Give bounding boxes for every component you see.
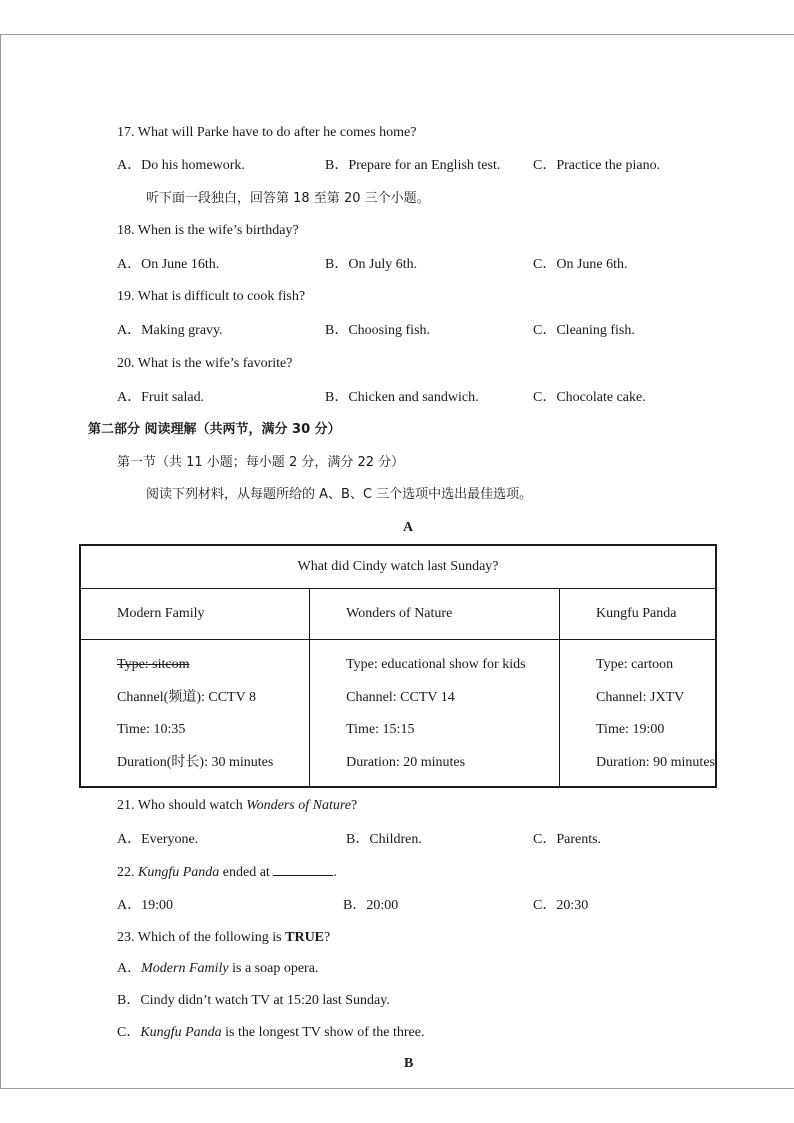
show-name-wonders-of-nature: Wonders of Nature [310,589,560,640]
option-text: is the longest TV show of the three. [221,1025,425,1040]
show-type: Type: educational show for kids [346,657,526,672]
question-19 [117,288,305,306]
tv-schedule-table [79,544,717,788]
show-name-kungfu-panda: Kungfu Panda [560,589,717,640]
q20-option-a: A．Fruit salad. [117,390,205,405]
q18-option-a: A．On June 16th. [117,257,220,272]
option-text-italic: Modern Family [141,961,229,976]
section1-heading: 第一节（共 11 小题；每小题 2 分，满分 22 分） [117,455,405,470]
passage-a-label: A [403,520,414,535]
question-17 [117,124,416,142]
option-letter: C． [117,1025,141,1040]
q22-option-b: B．20:00 [343,898,399,913]
show-duration: Duration(时长): 30 minutes [117,754,274,770]
q21-option-c: C．Parents. [533,832,602,847]
q18-option-b: B．On July 6th. [325,257,418,272]
question-text: Who should watch [137,798,247,813]
q19-option-a: A．Making gravy. [117,323,223,338]
q21-option-a: A．Everyone. [117,832,199,847]
q18-option-c: C．On June 6th. [533,257,628,272]
show-channel: Channel: CCTV 14 [346,689,455,705]
question-number: 20. [117,356,135,371]
option-text: is a soap opera. [228,961,319,976]
option-text-italic: Kungfu Panda [140,1025,222,1040]
part2-heading: 第二部分 阅读理解（共两节，满分 30 分） [88,422,341,437]
question-text: Which of the following is [137,930,286,945]
listening-instruction: 听下面一段独白，回答第 18 至第 20 三个小题。 [146,191,430,206]
q19-option-b: B．Choosing fish. [325,323,431,338]
show-channel: Channel(频道): CCTV 8 [117,689,256,705]
table-title: What did Cindy watch last Sunday? [80,545,716,589]
show-channel: Channel: JXTV [596,689,685,705]
q22-option-c: C．20:30 [533,898,589,913]
q23-option-a [117,960,318,978]
question-text: When is the wife’s birthday? [137,223,299,238]
q17-option-c: C．Practice the piano. [533,158,661,173]
show-time: Time: 15:15 [346,722,415,737]
question-21 [117,797,357,815]
show-type: Type: cartoon [596,657,674,672]
q17-option-b: B．Prepare for an English test. [325,158,501,173]
question-text-bold: TRUE [285,930,325,945]
show-time: Time: 19:00 [596,722,665,737]
question-number: 18. [117,223,135,238]
q17-option-a: A．Do his homework. [117,158,245,173]
q21-option-b: B．Children. [346,832,422,847]
question-text: What will Parke have to do after he comes home? [137,125,417,140]
show-details-modern-family [80,640,310,788]
question-text-italic: Wonders of Nature [246,798,351,813]
question-text: ended at [219,865,274,880]
q22-option-a: A．19:00 [117,898,173,913]
question-text-end: . [333,865,337,880]
show-type: Type: sitcom [117,657,190,672]
q20-option-b: B．Chicken and sandwich. [325,390,479,405]
show-details-wonders-of-nature [310,640,560,788]
q23-option-b: B．Cindy didn’t watch TV at 15:20 last Sunday. [117,993,390,1008]
question-text: What is the wife’s favorite? [137,356,293,371]
page-border-left [0,34,1,1089]
question-number: 21. [117,798,135,813]
question-number: 22. [117,865,135,880]
passage-b-label: B [404,1056,414,1071]
question-text: What is difficult to cook fish? [137,289,306,304]
show-duration: Duration: 90 minutes [596,754,715,770]
question-text-end: ? [350,798,358,813]
question-22 [117,863,337,882]
question-number: 17. [117,125,135,140]
page-border-top [0,34,794,35]
question-23 [117,929,330,947]
show-name-modern-family: Modern Family [80,589,310,640]
reading-instruction: 阅读下列材料，从每题所给的 A、B、C 三个选项中选出最佳选项。 [146,487,533,502]
option-letter: A． [117,961,142,976]
question-text-end: ? [324,930,331,945]
show-time: Time: 10:35 [117,722,186,737]
q23-option-c [117,1024,424,1042]
show-duration: Duration: 20 minutes [346,754,466,770]
question-text-italic: Kungfu Panda [138,865,220,880]
question-20 [117,355,292,373]
question-number: 23. [117,930,135,945]
q19-option-c: C．Cleaning fish. [533,323,635,338]
question-18 [117,222,299,240]
q20-option-c: C．Chocolate cake. [533,390,646,405]
page-border-bottom [0,1088,794,1089]
question-number: 19. [117,289,135,304]
show-details-kungfu-panda [560,640,717,788]
answer-blank [273,863,333,876]
